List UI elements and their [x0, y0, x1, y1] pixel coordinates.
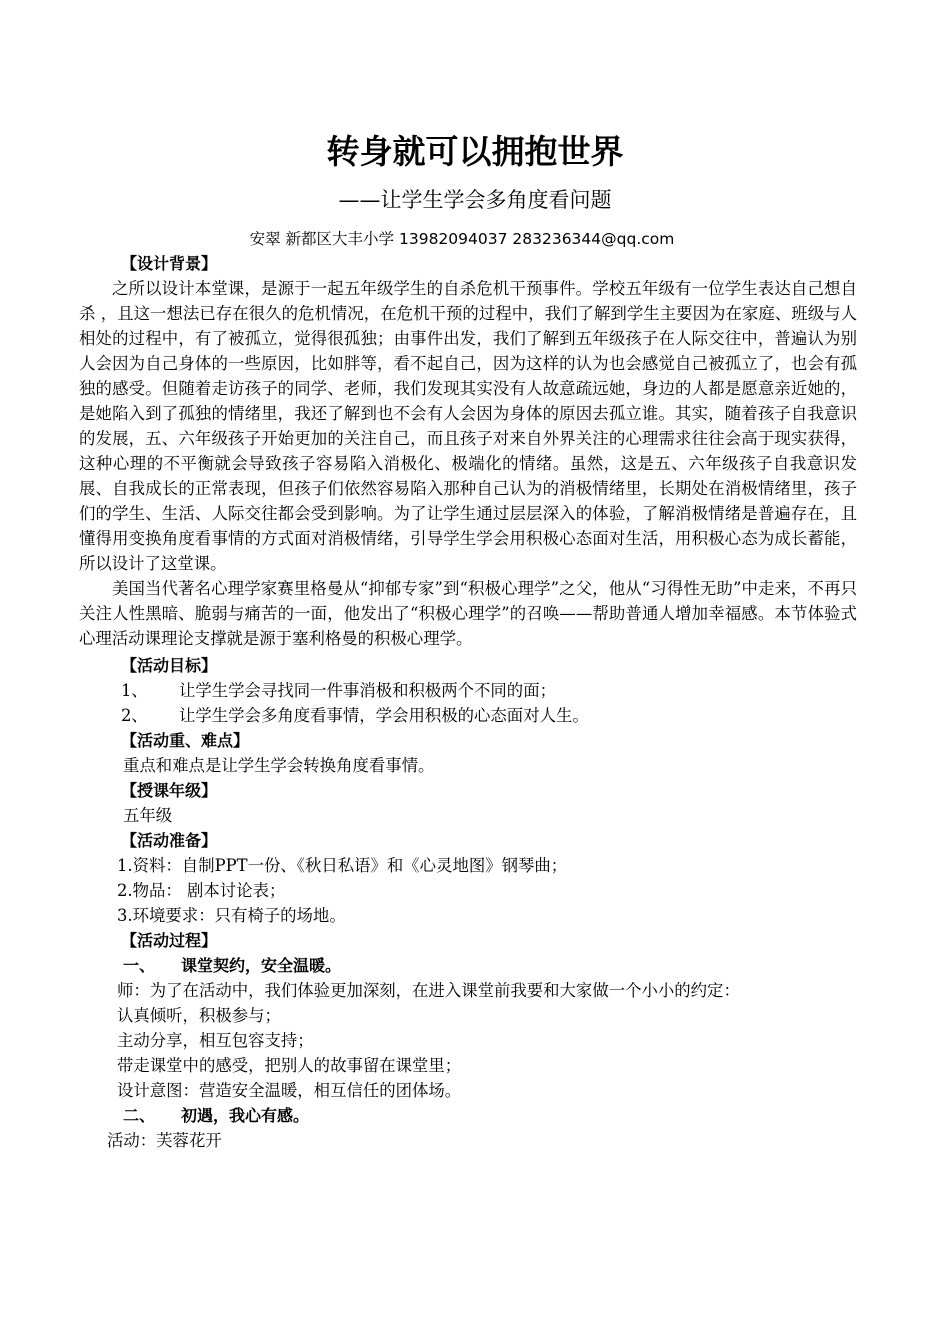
- section-heading-background: 【设计背景】: [121, 254, 218, 273]
- document-title: 转身就可以拥抱世界: [326, 132, 624, 171]
- goal-text: 让学生学会多角度看事情，学会用积极的心态面对人生。: [179, 706, 589, 725]
- goal-item: [79, 678, 857, 703]
- author-line: 安翠 新都区大丰小学 13982094037 283236344@qq.com: [249, 230, 675, 248]
- process-line: 带走课堂中的感受，把别人的故事留在课堂里；: [117, 1056, 462, 1075]
- process-line: 师：为了在活动中，我们体验更加深刻，在进入课堂前我要和大家做一个小小的约定：: [117, 981, 740, 1000]
- background-paragraph-1: 之所以设计本堂课，是源于一起五年级学生的自杀危机干预事件。学校五年级有一位学生表达自己想自杀 ，且这一想法已存在很久的危机情况，在危机干预的过程中，我们了解到学生主要因为在家庭、班级与人相处的过程中，有了被孤立，觉得很孤独；由事件出发，我们了解到五年级孩子在人际交往中，普遍认为别人会因为自己身体的一些原因，比如胖等，看不起自己，因为这样的认为也会感觉自己被孤立了，也会有孤独的感受。但随着走访孩子的同学、老师，我们发现其实没有人故意疏远她，身边的人都是愿意亲近她的，是她陷入到了孤独的情绪里，我还了解到也不会有人会因为身体的原因去孤立谁。其实，随着孩子自我意识的发展，五、六年级孩子开始更加的关注自己，而且孩子对来自外界关注的心理需求往往会高于现实获得，这种心理的不平衡就会导致孩子容易陷入消极化、极端化的情绪。虽然，这是五、六年级孩子自我意识发展、自我成长的正常表现，但孩子们依然容易陷入那种自己认为的消极情绪里，长期处在消极情绪里，孩子们的学生、生活、人际交往都会受到影响。为了让学生通过层层深入的体验，了解消极情绪是普遍存在，且懂得用变换角度看事情的方式面对消极情绪，引导学生学会用积极心态面对生活，用积极心态为成长蓄能，所以设计了这堂课。: [79, 279, 857, 573]
- key-points-text: 重点和难点是让学生学会转换角度看事情。: [123, 756, 435, 775]
- process-section-number: 一、: [123, 956, 156, 975]
- section-heading-grade: 【授课年级】: [121, 781, 218, 800]
- document-body: [79, 251, 857, 1153]
- section-heading-key-points: 【活动重、难点】: [121, 731, 250, 750]
- process-section-number: 二、: [123, 1106, 156, 1125]
- process-line: 认真倾听，积极参与；: [117, 1006, 281, 1025]
- section-heading-goals: 【活动目标】: [121, 656, 218, 675]
- process-line: 主动分享，相互包容支持；: [117, 1031, 314, 1050]
- background-paragraph-2: 美国当代著名心理学家赛里格曼从“抑郁专家”到“积极心理学”之父，他从“习得性无助”中走来，不再只关注人性黑暗、脆弱与痛苦的一面，他发出了“积极心理学”的召唤——帮助普通人增加幸福感。本节体验式心理活动课理论支撑就是源于塞利格曼的积极心理学。: [79, 579, 857, 648]
- section-heading-process: 【活动过程】: [121, 931, 218, 950]
- goal-text: 让学生学会寻找同一件事消极和积极两个不同的面；: [179, 681, 556, 700]
- process-section-1-title: [79, 953, 857, 978]
- activity-line: 活动：芙蓉花开: [107, 1131, 222, 1150]
- preparation-item: 2.物品： 剧本讨论表；: [117, 881, 286, 900]
- goal-number: 1、: [121, 681, 148, 700]
- preparation-item: 3.环境要求：只有椅子的场地。: [117, 906, 346, 925]
- grade-text: 五年级: [123, 806, 173, 825]
- preparation-item: 1.资料：自制PPT一份、《秋日私语》和《心灵地图》钢琴曲；: [117, 856, 568, 875]
- process-section-text: 课堂契约，安全温暖。: [181, 956, 342, 975]
- process-section-text: 初遇，我心有感。: [181, 1106, 310, 1125]
- section-heading-preparation: 【活动准备】: [121, 831, 218, 850]
- goal-item: [79, 703, 857, 728]
- document-subtitle: ——让学生学会多角度看问题: [338, 188, 612, 212]
- goal-number: 2、: [121, 706, 148, 725]
- process-line: 设计意图：营造安全温暖，相互信任的团体场。: [117, 1081, 462, 1100]
- process-section-2-title: [79, 1103, 857, 1128]
